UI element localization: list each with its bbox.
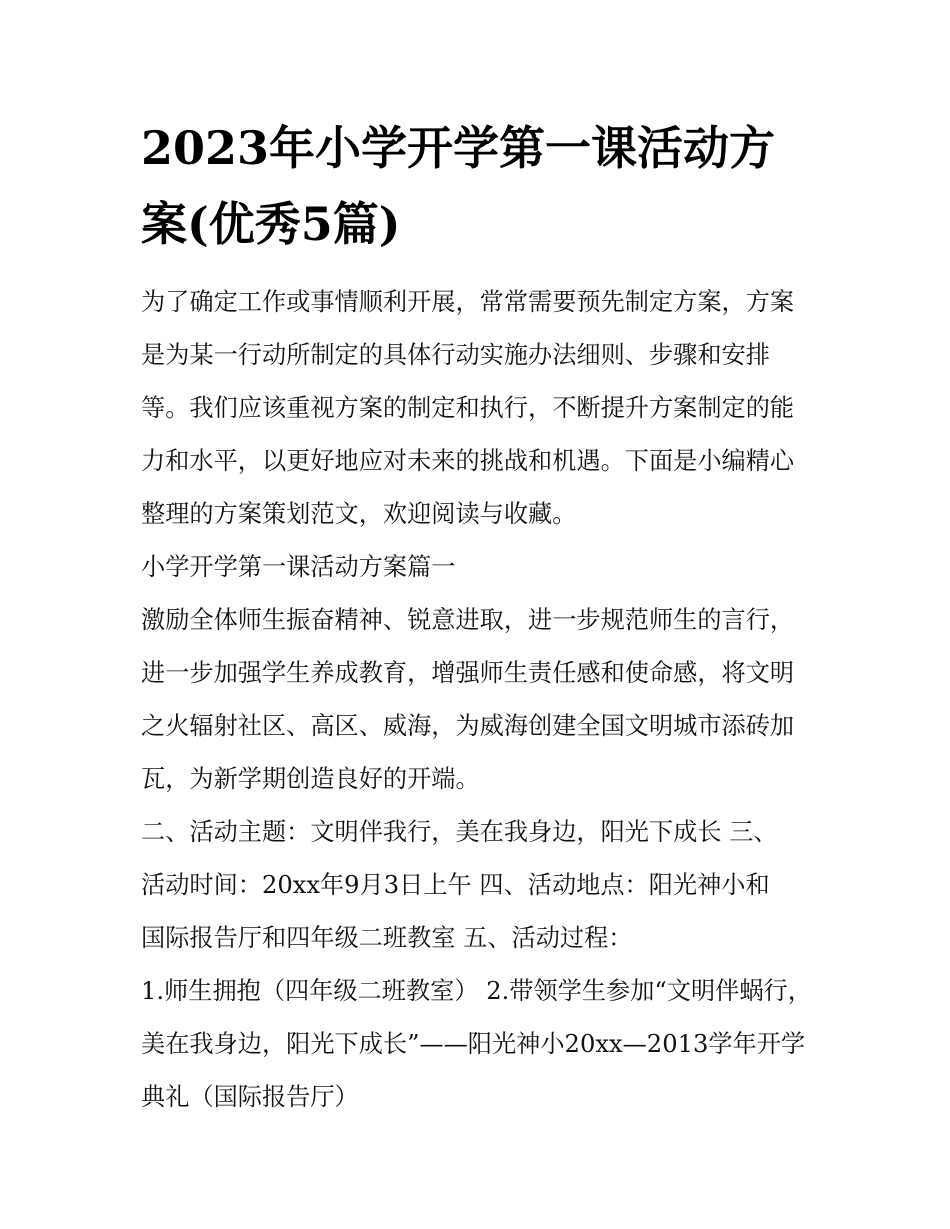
process-line-1: 1.师生拥抱（四年级二班教室） 2.带领学生参加“文明伴蜗行， — [141, 977, 812, 1005]
intro-line-1: 为了确定工作或事情顺利开展，常常需要预先制定方案，方案 — [141, 288, 795, 316]
purpose-line-1: 激励全体师生振奋精神、锐意进取，进一步规范师生的言行， — [141, 606, 795, 634]
process-line-3: 典礼（国际报告厅） — [141, 1083, 359, 1111]
purpose-line-4: 瓦，为新学期创造良好的开端。 — [141, 765, 480, 793]
document-title — [141, 110, 813, 262]
theme-line: 二、活动主题：文明伴我行，美在我身边，阳光下成长 三、 — [141, 818, 778, 846]
place-process-line: 国际报告厅和四年级二班教室 五、活动过程： — [141, 924, 633, 952]
purpose-line-3: 之火辐射社区、高区、威海，为威海创建全国文明城市添砖加 — [141, 712, 795, 740]
intro-line-2: 是为某一行动所制定的具体行动实施办法细则、步骤和安排 — [141, 341, 770, 369]
intro-line-3: 等。我们应该重视方案的制定和执行，不断提升方案制定的能 — [141, 394, 795, 422]
process-line-2: 美在我身边，阳光下成长”——阳光神小20xx—2013学年开学 — [141, 1030, 806, 1058]
purpose-line-2: 进一步加强学生养成教育，增强师生责任感和使命感，将文明 — [141, 659, 795, 687]
intro-line-5: 整理的方案策划范文，欢迎阅读与收藏。 — [141, 500, 577, 528]
section-heading-1: 小学开学第一课活动方案篇一 — [141, 553, 456, 581]
document-content — [141, 110, 813, 1124]
time-place-line: 活动时间：20xx年9月3日上午 四、活动地点：阳光神小和 — [141, 871, 770, 899]
title-line-2: 案(优秀5篇) — [141, 197, 401, 251]
document-body — [141, 276, 813, 1124]
intro-line-4: 力和水平，以更好地应对未来的挑战和机遇。下面是小编精心 — [141, 447, 795, 475]
title-line-1: 2023年小学开学第一课活动方 — [141, 121, 776, 175]
